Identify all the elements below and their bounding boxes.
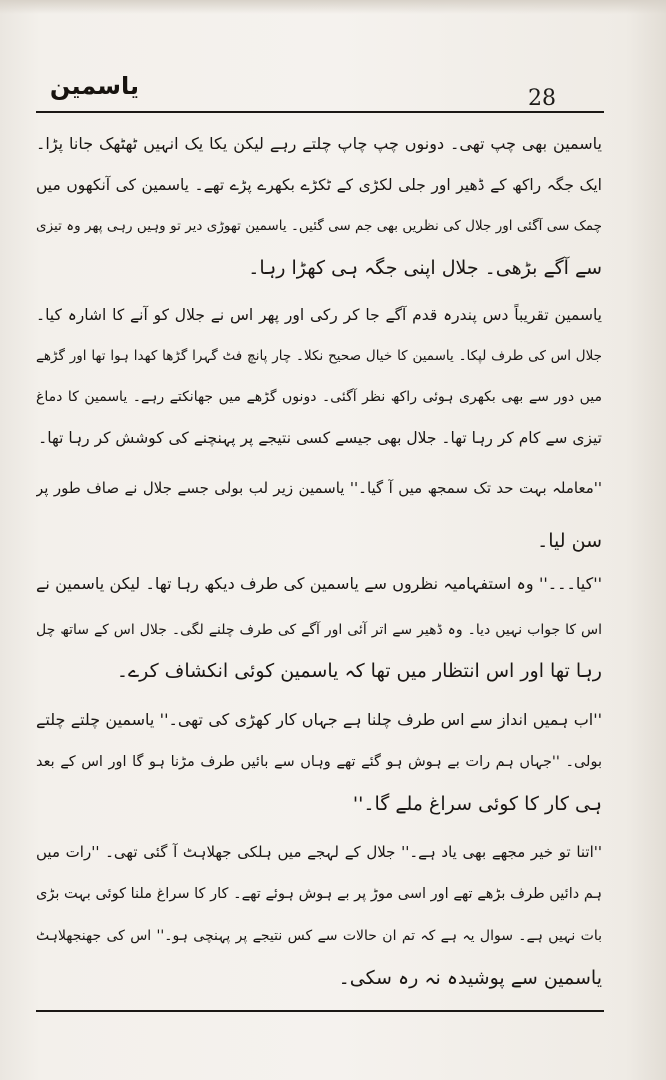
text-line: رہا تھا اور اس انتظار میں تھا کہ یاسمین کوئی انکشاف کرے۔ [116, 660, 602, 682]
text-line: ''کیا۔۔۔'' وہ استفہامیہ نظروں سے یاسمین کی طرف دیکھ رہا تھا۔ لیکن یاسمین نے [36, 574, 602, 593]
text-line: یاسمین بھی چپ تھی۔ دونوں چپ چاپ چلتے رہے لیکن یکا یک انہیں ٹھٹھک جانا پڑا۔ [36, 134, 602, 153]
text-line: بولی۔ ''جہاں ہم رات بے ہوش ہو گئے تھے وہاں سے بائیں طرف مڑنا ہو گا اور اس کے بعد [36, 754, 602, 770]
page-number: 28 [528, 86, 556, 111]
text-line: سن لیا۔ [537, 530, 602, 552]
text-line: ''معاملہ بہت حد تک سمجھ میں آ گیا۔'' یاسمین زیر لب بولی جسے جلال نے صاف طور پر [36, 479, 602, 497]
footer-rule [36, 1010, 604, 1012]
text-line: یاسمین سے پوشیدہ نہ رہ سکی۔ [338, 967, 602, 989]
text-line: ''اتنا تو خیر مجھے بھی یاد ہے۔'' جلال کے لہجے میں ہلکی جھلاہٹ آ گئی تھی۔ ''رات میں [36, 843, 602, 861]
text-line: ''اب ہمیں انداز سے اس طرف چلنا ہے جہاں کار کھڑی کی تھی۔'' یاسمین چلتے چلتے [36, 710, 602, 729]
text-line: اس کا جواب نہیں دیا۔ وہ ڈھیر سے اتر آئی اور آگے کی طرف چلنے لگی۔ جلال اس کے ساتھ چل [36, 622, 602, 638]
text-line: سے آگے بڑھی۔ جلال اپنی جگہ ہی کھڑا رہا۔ [248, 257, 602, 279]
running-title: یاسمین [49, 72, 139, 100]
text-line: میں دور سے بھی بکھری ہوئی راکھ نظر آگئی۔ دونوں گڑھے میں جھانکتے رہے۔ یاسمین کا دماغ [36, 389, 602, 405]
text-line: چمک سی آگئی اور جلال کی نظریں بھی جم سی گئیں۔ یاسمین تھوڑی دیر تو وہیں رہی پھر وہ تیزی [36, 218, 602, 234]
text-line: تیزی سے کام کر رہا تھا۔ جلال بھی جیسے کسی نتیجے پر پہنچنے کی کوشش کر رہا تھا۔ [38, 429, 602, 447]
text-line: ایک جگہ راکھ کے ڈھیر اور جلی لکڑی کے ٹکڑے بکھرے پڑے تھے۔ یاسمین کی آنکھوں میں [36, 176, 602, 194]
text-line: جلال اس کی طرف لپکا۔ یاسمین کا خیال صحیح نکلا۔ چار پانچ فٹ گہرا گڑھا کھدا ہوا تھا اور گڑھے [36, 348, 602, 364]
text-line: یاسمین تقریباً دس پندرہ قدم آگے جا کر رکی اور پھر اس نے جلال کو آنے کا اشارہ کیا۔ [36, 306, 602, 324]
header-rule [36, 111, 604, 113]
text-line: بات نہیں ہے۔ سوال یہ ہے کہ تم ان حالات سے کس نتیجے پر پہنچی ہو۔'' اس کی جھنجھلاہٹ [36, 928, 602, 944]
text-line: ہی کار کا کوئی سراغ ملے گا۔'' [352, 793, 602, 815]
text-line: ہم دائیں طرف بڑھے تھے اور اسی موڑ پر بے ہوش ہوئے تھے۔ کار کا سراغ ملنا کوئی بہت بڑی [36, 886, 602, 902]
